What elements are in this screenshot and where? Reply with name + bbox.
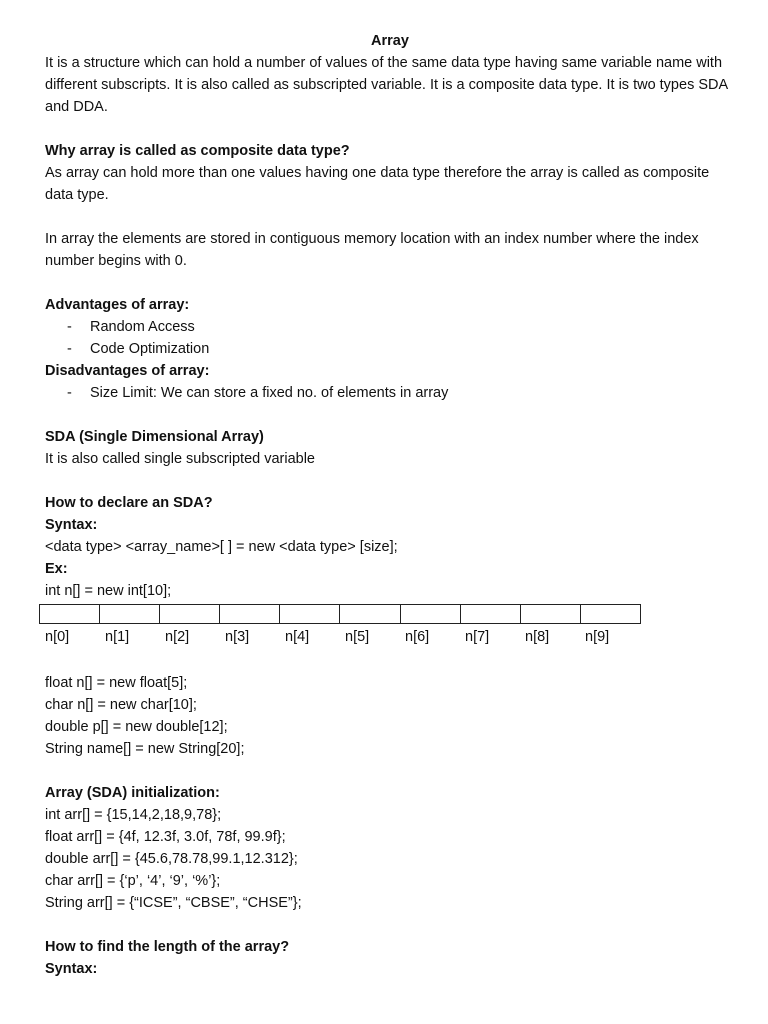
array-index-label: n[7] — [465, 629, 490, 645]
array-index-label: n[8] — [525, 629, 550, 645]
array-index-label: n[6] — [405, 629, 430, 645]
array-cell — [160, 605, 220, 623]
array-cell — [401, 605, 461, 623]
initialization-line: double arr[] = {45.6,78.78,99.1,12.312}; — [45, 851, 298, 867]
example-line: float n[] = new float[5]; — [45, 675, 188, 691]
sda-text: It is also called single subscripted variable — [45, 451, 315, 467]
array-index-label: n[5] — [345, 629, 370, 645]
disadvantages-list — [45, 382, 735, 404]
array-cell — [100, 605, 160, 623]
spacer — [45, 650, 735, 672]
sda-heading: SDA (Single Dimensional Array) — [45, 429, 264, 445]
example-line: double p[] = new double[12]; — [45, 719, 228, 735]
page-title: Array — [371, 33, 409, 49]
list-item: - Size Limit: We can store a fixed no. of elements in array — [67, 385, 449, 401]
array-index-label: n[3] — [225, 629, 250, 645]
spacer — [45, 272, 735, 294]
array-cell — [340, 605, 400, 623]
disadvantages-heading: Disadvantages of array: — [45, 363, 210, 379]
spacer — [45, 206, 735, 228]
array-index-label: n[9] — [585, 629, 610, 645]
length-syntax-label: Syntax: — [45, 961, 98, 977]
initialization-line: int arr[] = {15,14,2,18,9,78}; — [45, 807, 222, 823]
declare-ex-label: Ex: — [45, 561, 68, 577]
list-item-text: Random Access — [90, 319, 195, 335]
array-memory-diagram — [39, 604, 641, 624]
declare-syntax: <data type> <array_name>[ ] = new <data type> [size]; — [45, 539, 398, 555]
declare-syntax-label: Syntax: — [45, 517, 98, 533]
example-line: char n[] = new char[10]; — [45, 697, 197, 713]
array-cell — [40, 605, 100, 623]
spacer — [45, 404, 735, 426]
initialization-line: float arr[] = {4f, 12.3f, 3.0f, 78f, 99.9f}; — [45, 829, 286, 845]
list-item: - Random Access — [67, 319, 195, 335]
spacer — [45, 470, 735, 492]
array-index-label: n[4] — [285, 629, 310, 645]
list-item-text: Code Optimization — [90, 341, 210, 357]
initialization-line: String arr[] = {“ICSE”, “CBSE”, “CHSE”}; — [45, 895, 302, 911]
array-cell — [280, 605, 340, 623]
declare-example: int n[] = new int[10]; — [45, 583, 172, 599]
initialization-line: char arr[] = {‘p’, ‘4’, ‘9’, ‘%’}; — [45, 873, 221, 889]
length-question: How to find the length of the array? — [45, 939, 290, 955]
composite-question: Why array is called as composite data type? — [45, 143, 350, 159]
spacer — [45, 118, 735, 140]
array-cell — [220, 605, 280, 623]
list-item: - Code Optimization — [67, 341, 210, 357]
advantages-list — [45, 316, 735, 360]
intro-paragraph: It is a structure which can hold a number of values of the same data type having same variable name with different subscripts. It is also called as subscripted variable. It is a composite data type. It is two types SDA and DDA. — [45, 55, 728, 115]
array-index-label: n[0] — [45, 629, 70, 645]
array-index-label: n[1] — [105, 629, 130, 645]
list-item-text: Size Limit: We can store a fixed no. of elements in array — [90, 385, 449, 401]
composite-answer: As array can hold more than one values having one data type therefore the array is called as composite data type. — [45, 165, 710, 203]
declare-question: How to declare an SDA? — [45, 495, 213, 511]
array-cell — [461, 605, 521, 623]
spacer — [45, 914, 735, 936]
array-index-labels — [45, 624, 645, 650]
document-page — [45, 30, 735, 980]
advantages-heading: Advantages of array: — [45, 297, 190, 313]
contiguous-paragraph: In array the elements are stored in contiguous memory location with an index number where the index number begins with 0. — [45, 231, 699, 269]
example-line: String name[] = new String[20]; — [45, 741, 245, 757]
array-cell — [521, 605, 581, 623]
initialization-heading: Array (SDA) initialization: — [45, 785, 220, 801]
spacer — [45, 760, 735, 782]
array-cell — [581, 605, 640, 623]
array-index-label: n[2] — [165, 629, 190, 645]
